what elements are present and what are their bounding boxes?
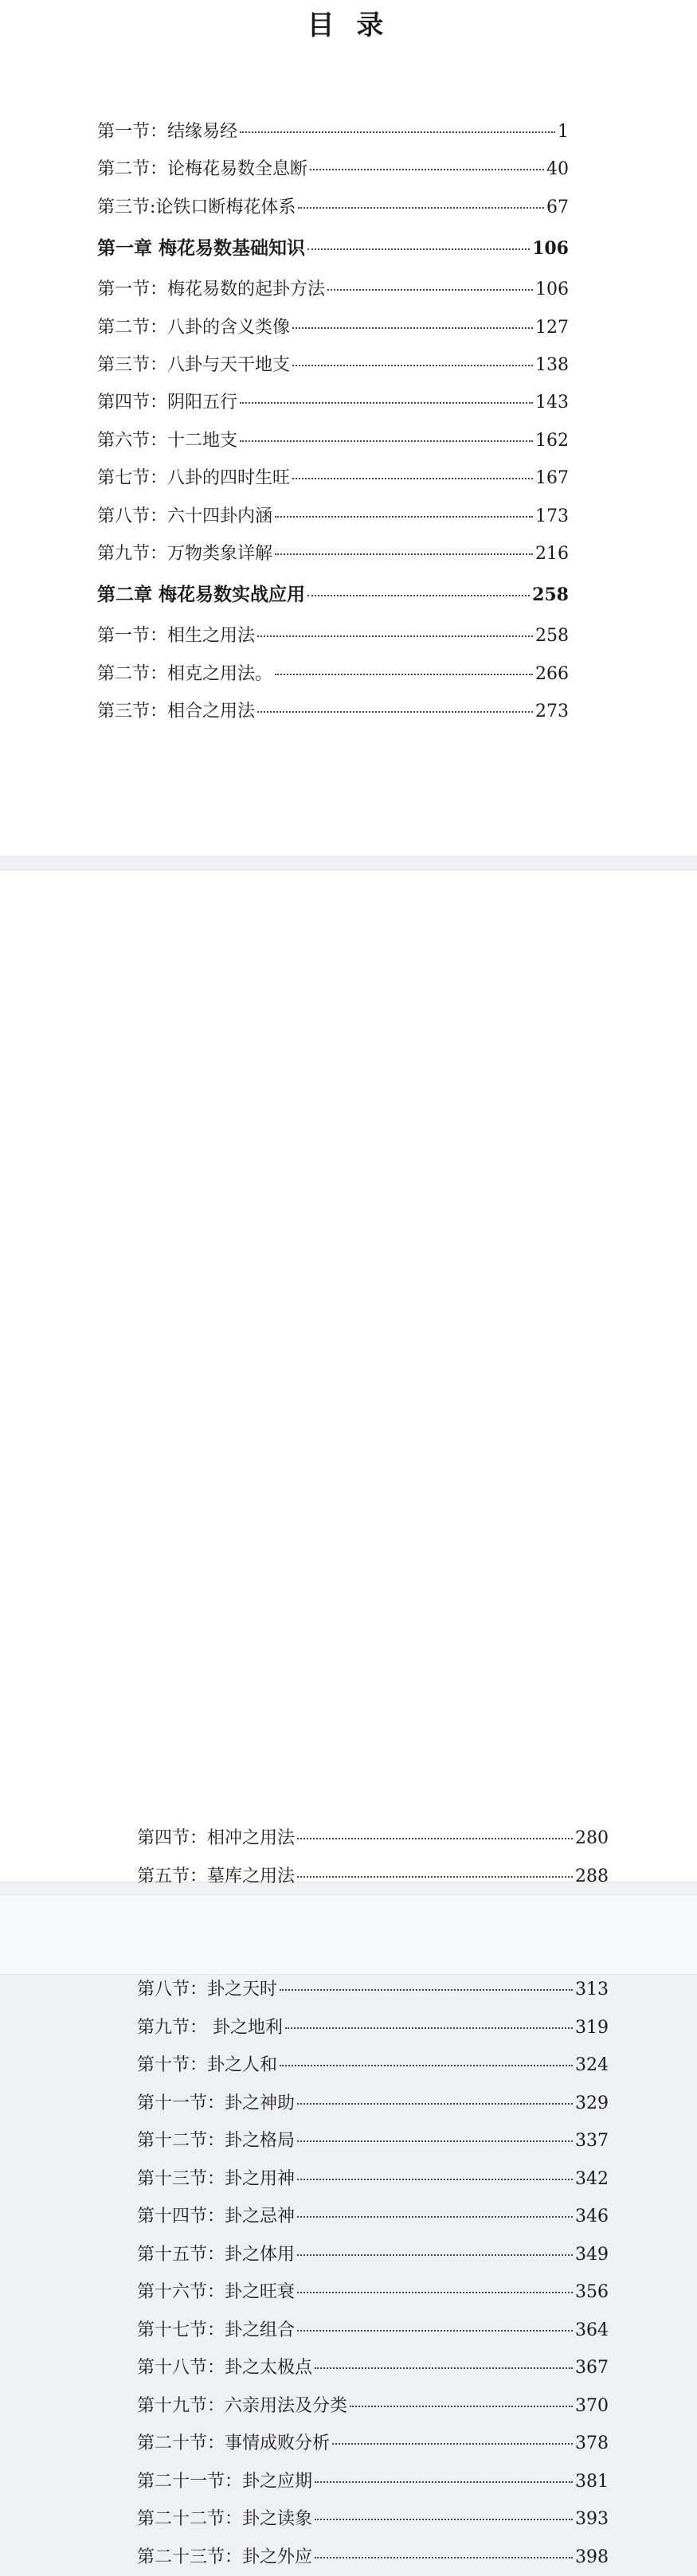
toc-section-entry — [137, 2160, 609, 2199]
toc-section-entry — [137, 1971, 609, 2009]
toc-entry-label: 第八节：六十四卦内涵 — [97, 498, 272, 535]
toc-entry-label: 第八节：卦之天时 — [137, 1971, 277, 2009]
toc-section-entry — [137, 2312, 609, 2350]
toc-page-number: 319 — [575, 2009, 609, 2047]
toc-entry-label: 第十八节：卦之太极点 — [137, 2349, 312, 2387]
toc-section-entry — [97, 271, 569, 308]
toc-page-number: 364 — [575, 2312, 609, 2350]
toc-dot-leader — [297, 1838, 573, 1839]
toc-section-entry — [137, 2046, 609, 2085]
toc-entry-label: 第四节：相冲之用法 — [137, 1820, 295, 1858]
toc-page-number: 173 — [535, 498, 569, 535]
toc-page-number: 381 — [575, 2463, 609, 2501]
toc-entry-label: 第一节：梅花易数的起卦方法 — [97, 271, 325, 308]
toc-dot-leader — [275, 674, 533, 675]
toc-entry-label: 第七节：八卦的四时生旺 — [97, 459, 290, 497]
toc-entry-label: 第三节：相合之用法 — [97, 693, 255, 730]
toc-dot-leader — [257, 711, 533, 713]
toc-entry-label: 第三节：八卦与天干地支 — [97, 346, 290, 384]
toc-entry-label: 第一节：相生之用法 — [97, 617, 255, 655]
toc-page-number: 167 — [535, 459, 569, 497]
toc-page-2 — [0, 870, 697, 1882]
toc-dot-leader — [280, 2065, 573, 2066]
toc-entry-label: 第二十二节：卦之读象 — [137, 2500, 312, 2539]
toc-dot-leader — [292, 327, 533, 329]
toc-entry-label: 第五节：墓库之用法 — [137, 1858, 295, 1896]
toc-section-entry — [97, 422, 569, 459]
toc-entry-label: 第一章 梅花易数基础知识 — [97, 226, 305, 271]
toc-page-3-partial — [0, 1895, 697, 1974]
toc-entry-label: 第十五节：卦之体用 — [137, 2236, 295, 2274]
toc-section-entry — [97, 309, 569, 346]
toc-dot-leader — [240, 131, 555, 133]
toc-dot-leader — [240, 440, 533, 442]
toc-section-entry — [137, 1858, 609, 1896]
toc-section-entry — [137, 2349, 609, 2387]
toc-entry-label: 第二十一节：卦之应期 — [137, 2463, 312, 2501]
toc-page-number: 367 — [575, 2349, 609, 2387]
toc-dot-leader — [315, 2557, 573, 2558]
toc-page-number: 162 — [535, 422, 569, 459]
toc-section-entry — [137, 2122, 609, 2160]
toc-page-number: 1 — [558, 113, 569, 150]
toc-page-number: 138 — [535, 346, 569, 384]
toc-page-number: 349 — [575, 2236, 609, 2274]
toc-page-number: 216 — [535, 535, 569, 573]
toc-section-entry — [137, 2463, 609, 2501]
toc-entry-label: 第二十三节：卦之外应 — [137, 2539, 312, 2576]
toc-dot-leader — [350, 2406, 573, 2407]
toc-section-entry — [97, 150, 569, 188]
toc-dot-leader — [297, 1876, 573, 1878]
toc-list-page-1 — [97, 113, 569, 730]
toc-dot-leader — [297, 2330, 573, 2332]
toc-dot-leader — [307, 248, 530, 250]
toc-dot-leader — [285, 2027, 573, 2029]
toc-section-entry — [137, 2273, 609, 2312]
toc-page-number: 127 — [535, 309, 569, 346]
toc-page-number: 40 — [546, 150, 569, 188]
toc-section-entry — [137, 1820, 609, 1858]
toc-entry-label: 第十七节：卦之组合 — [137, 2312, 295, 2350]
toc-section-entry — [137, 2539, 609, 2576]
toc-page-number: 258 — [532, 573, 569, 617]
toc-section-entry — [97, 346, 569, 384]
toc-page-number: 398 — [575, 2539, 609, 2576]
toc-entry-label: 第十三节：卦之用神 — [137, 2160, 295, 2199]
toc-entry-label: 第十九节：六亲用法及分类 — [137, 2387, 347, 2426]
toc-section-entry — [137, 2236, 609, 2274]
toc-page-number: 273 — [535, 693, 569, 730]
toc-entry-label: 第二节：相克之用法。 — [97, 655, 272, 693]
toc-section-entry — [137, 2387, 609, 2426]
toc-section-entry — [97, 655, 569, 693]
toc-entry-label: 第九节：万物类象详解 — [97, 535, 272, 573]
toc-page-number: 378 — [575, 2425, 609, 2463]
toc-entry-label: 第二节：论梅花易数全息断 — [97, 150, 307, 188]
toc-entry-label: 第二章 梅花易数实战应用 — [97, 573, 305, 617]
toc-page-number: 337 — [575, 2122, 609, 2160]
toc-title: 目 录 — [0, 3, 697, 42]
toc-section-entry — [97, 459, 569, 497]
toc-section-entry — [97, 498, 569, 535]
toc-dot-leader — [297, 2254, 573, 2256]
toc-page-number: 313 — [575, 1971, 609, 2009]
toc-entry-label: 第十二节：卦之格局 — [137, 2122, 295, 2160]
toc-page-number: 329 — [575, 2085, 609, 2123]
toc-section-entry — [97, 693, 569, 730]
toc-page-number: 106 — [535, 271, 569, 308]
toc-dot-leader — [310, 169, 544, 170]
toc-page-number: 393 — [575, 2500, 609, 2539]
toc-dot-leader — [275, 516, 533, 518]
toc-dot-leader — [297, 2292, 573, 2293]
toc-entry-label: 第十四节：卦之忌神 — [137, 2198, 295, 2236]
toc-page-number: 280 — [575, 1820, 609, 1858]
toc-page-number: 143 — [535, 384, 569, 421]
toc-page-number: 258 — [535, 617, 569, 655]
toc-entry-label: 第一节：结缘易经 — [97, 113, 237, 150]
toc-page-number: 346 — [575, 2198, 609, 2236]
toc-dot-leader — [280, 1989, 573, 1991]
toc-page-number: 324 — [575, 2046, 609, 2085]
toc-entry-label: 第四节：阴阳五行 — [97, 384, 237, 421]
toc-dot-leader — [275, 553, 533, 555]
toc-dot-leader — [307, 595, 530, 596]
toc-page-1 — [0, 0, 697, 856]
toc-dot-leader — [315, 2367, 573, 2369]
toc-chapter-entry — [97, 573, 569, 617]
toc-section-entry — [137, 2500, 609, 2539]
toc-dot-leader — [327, 289, 533, 291]
toc-dot-leader — [298, 207, 544, 209]
toc-page-number: 356 — [575, 2273, 609, 2312]
toc-section-entry — [137, 2085, 609, 2123]
toc-page-number: 370 — [575, 2387, 609, 2426]
toc-dot-leader — [297, 2179, 573, 2180]
toc-section-entry — [137, 2198, 609, 2236]
toc-entry-label: 第二十节：事情成败分析 — [137, 2425, 330, 2463]
toc-section-entry — [97, 535, 569, 573]
toc-dot-leader — [315, 2519, 573, 2520]
toc-chapter-entry — [97, 226, 569, 271]
toc-section-entry — [137, 2425, 609, 2463]
toc-entry-label: 第十一节：卦之神助 — [137, 2085, 295, 2123]
toc-section-entry — [97, 189, 569, 226]
toc-dot-leader — [332, 2443, 573, 2445]
toc-dot-leader — [240, 402, 533, 404]
toc-dot-leader — [297, 2103, 573, 2105]
toc-dot-leader — [315, 2481, 573, 2483]
toc-entry-label: 第二节：八卦的含义类像 — [97, 309, 290, 346]
toc-page-number: 106 — [532, 226, 569, 271]
toc-entry-label: 第十节：卦之人和 — [137, 2046, 277, 2085]
toc-dot-leader — [257, 635, 533, 637]
toc-section-entry — [97, 113, 569, 150]
toc-page-number: 342 — [575, 2160, 609, 2199]
toc-section-entry — [137, 2009, 609, 2047]
toc-dot-leader — [297, 2140, 573, 2142]
toc-entry-label: 第九节： 卦之地利 — [137, 2009, 283, 2047]
toc-entry-label: 第十六节：卦之旺衰 — [137, 2273, 295, 2312]
toc-entry-label: 第六节：十二地支 — [97, 422, 237, 459]
toc-section-entry — [97, 617, 569, 655]
toc-page-number: 67 — [546, 189, 569, 226]
toc-entry-label: 第三节:论铁口断梅花体系 — [97, 189, 296, 226]
toc-dot-leader — [292, 478, 533, 479]
toc-section-entry — [97, 384, 569, 421]
toc-page-number: 288 — [575, 1858, 609, 1896]
toc-dot-leader — [297, 2216, 573, 2218]
toc-page-number: 266 — [535, 655, 569, 693]
toc-dot-leader — [292, 365, 533, 366]
